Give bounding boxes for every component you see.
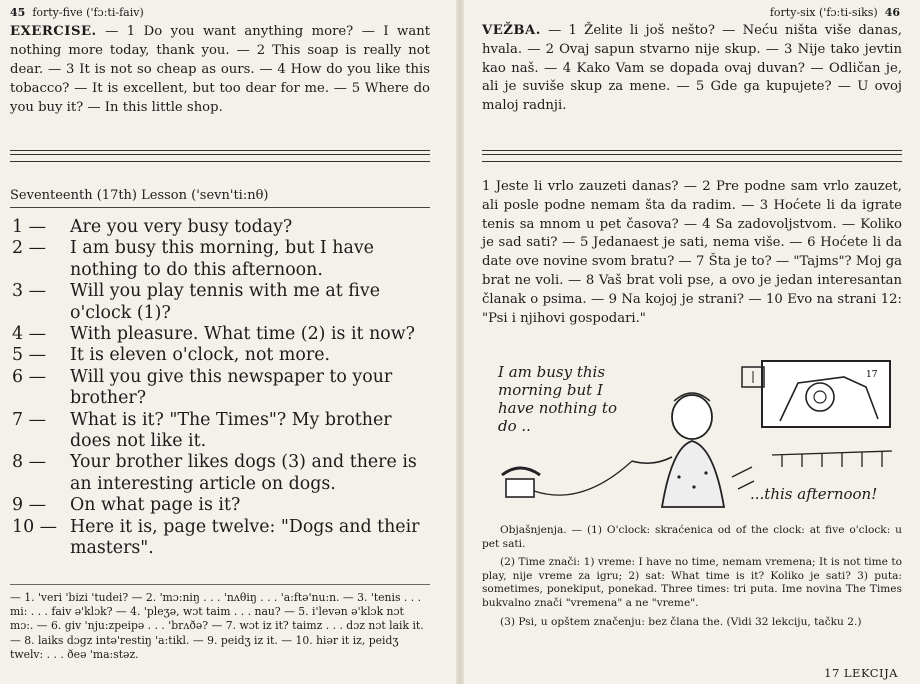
dialog-text: Will you give this newspaper to your brother? bbox=[70, 366, 393, 409]
dialog-number: 8 — bbox=[12, 452, 46, 473]
dialog-text: Are you very busy today? bbox=[70, 217, 293, 237]
dialog-number: 7 — bbox=[12, 409, 46, 430]
calendar-number: 17 bbox=[866, 370, 878, 380]
note-paragraph: Objašnjenja. — (1) O'clock: skraćenica od of the clock: at five o'clock: u pet sati. bbox=[482, 524, 902, 550]
dialog-number: 10 — bbox=[12, 516, 58, 537]
dialog-text: Here it is, page twelve: "Dogs and their masters". bbox=[70, 516, 420, 559]
woman-arm bbox=[632, 457, 672, 463]
left-page bbox=[0, 0, 458, 684]
dialog-text: I am busy this morning, but I have nothing to do this afternoon. bbox=[70, 238, 374, 280]
dialog-text: It is eleven o'clock, not more. bbox=[70, 345, 331, 366]
dialog-text: What is it? "The Times"? My brother does not like it. bbox=[70, 409, 392, 452]
dialog-line bbox=[12, 410, 432, 453]
dress-dot bbox=[677, 475, 680, 478]
dialog-text: Your brother likes dogs (3) and there is an interesting article on dogs. bbox=[70, 452, 417, 494]
exercise-lead: EXERCISE. bbox=[10, 24, 97, 39]
dialog-line bbox=[12, 517, 432, 560]
dress-dot bbox=[704, 471, 707, 474]
dialog-text: Will you play tennis with me at five o'clock (1)? bbox=[70, 281, 380, 323]
section-divider-right bbox=[482, 150, 902, 162]
vezba-lead: VEŽBA. bbox=[482, 23, 541, 38]
pronunciation-notes: — 1. 'veri 'bizi 'tudei? — 2. 'mɔ:niŋ . . . 'nʌθiŋ . . . 'a:ftə'nu:n. — 3. 'tenis . . . mi: . . . faiv ə'klɔk? — 4. 'pleʒə, wɔt taim . . . nau? — 5. i'levən ə'klɔk nɔt mɔ:. — 6. giv 'nju:zpeipə . . . 'brʌðə? — 7. wɔt iz it? taimz . . . dɔz nɔt laik it. — 8. laiks dɔgz intə'restiŋ 'a:tikl. — 9. peidʒ iz it. — 10. hiər it iz, peidʒ twelv: . . . ðeə 'ma:stəz. bbox=[10, 584, 430, 662]
right-page-header-text: forty-six ('fɔ:ti-siks) bbox=[769, 6, 878, 19]
left-page-header bbox=[10, 6, 144, 19]
woman-head bbox=[672, 395, 712, 439]
dialog-line bbox=[12, 367, 432, 410]
dialog-line bbox=[12, 324, 432, 345]
vezba-body: — 1 Želite li još nešto? — Neću ništa više danas, hvala. — 2 Ovaj sapun stvarno nije skup. — 3 Nije tako jevtin kao naš. — 4 Kako Vam se dopada ovaj duvan? — Odličan je, ali je suviše skup za mene. — 5 Gde ga kupujete? — U ovoj maloj radnji. bbox=[482, 23, 902, 114]
dialog-number: 1 — bbox=[12, 217, 46, 237]
note-paragraph: (2) Time znači: 1) vreme: I have no time, nemam vremena; It is not time to play, nije vreme za igru; 2) sat: What time is it? Koliko je sati? 3) puta: sometimes, ponekiput, ponekad. Three times: tri puta. Ime novina The Times bukvalno znači "vremena" a ne "vreme". bbox=[482, 556, 902, 609]
dialog-line bbox=[12, 238, 432, 281]
note-paragraph: (3) Psi, u opštem značenju: bez člana the. (Vidi 32 lekciju, tačku 2.) bbox=[500, 615, 862, 628]
left-page-header-text: forty-five ('fɔ:ti-faiv) bbox=[32, 6, 144, 19]
telephone-base bbox=[506, 479, 534, 497]
dress-dot bbox=[692, 485, 695, 488]
dialog-line bbox=[12, 281, 432, 324]
dialog-line bbox=[12, 217, 432, 238]
cartoon-illustration bbox=[482, 357, 902, 517]
dialog-number: 4 — bbox=[12, 324, 46, 345]
left-page-number: 45 bbox=[10, 6, 26, 19]
lesson-title: Seventeenth (17th) Lesson ('sevn'ti:nθ) bbox=[10, 188, 430, 208]
dialog-number: 5 — bbox=[12, 345, 46, 366]
right-page-header bbox=[770, 6, 900, 19]
section-divider bbox=[10, 150, 430, 162]
exercise-serbian bbox=[482, 22, 902, 116]
dialog-number: 3 — bbox=[12, 281, 46, 302]
dialog-list bbox=[12, 217, 432, 560]
translation-text: 1 Jeste li vrlo zauzeti danas? — 2 Pre podne sam vrlo zauzet, ali posle podne nemam šta da radim. — 3 Hoćete li da igrate tenis sa mnom u pet časova? — 4 Sa zadovoljstvom. — Koliko je sad sati? — 5 Jedanaest je sati, nema više. — 6 Hoćete li da date ove novine svom bratu? — 7 Šta je to? — "Tajms"? Moj ga brat ne voli. — 8 Vaš brat voli pse, a ovo je jedan interesantan članak o psima. — 9 Na kojoj je strani? — 10 Evo na strani 12: "Psi i njihovi gospodari." bbox=[482, 179, 902, 326]
telephone-cord bbox=[534, 461, 632, 495]
dialog-line bbox=[12, 452, 432, 495]
speech-caption-top: I am busy this morning but I have nothing to do .. bbox=[498, 363, 617, 435]
explanation-notes bbox=[482, 524, 902, 634]
speech-caption-bottom: ...this afternoon! bbox=[750, 485, 878, 503]
exercise-english bbox=[10, 22, 430, 117]
right-page bbox=[462, 0, 920, 684]
fence bbox=[772, 451, 892, 467]
dialog-number: 9 — bbox=[12, 495, 46, 516]
dialog-number: 6 — bbox=[12, 366, 46, 387]
dialog-line bbox=[12, 495, 432, 516]
telephone-receiver bbox=[502, 468, 540, 475]
exercise-body: — 1 Do you want anything more? — I want nothing more today, thank you. — 2 This soap is really not dear. — 3 It is not so cheap as ours. — 4 How do you like this tobacco? — It is excellent, but too dear for me. — 5 Where do you buy it? — In this little shop. bbox=[10, 24, 431, 115]
dialog-text: With pleasure. What time (2) is it now? bbox=[70, 324, 415, 345]
dialog-text: On what page is it? bbox=[70, 495, 241, 516]
right-page-number: 46 bbox=[884, 6, 900, 19]
dialog-number: 2 — bbox=[12, 238, 46, 259]
lesson-footer: 17 LEKCIJA bbox=[824, 666, 898, 680]
dialog-line bbox=[12, 345, 432, 366]
woman-body bbox=[662, 441, 724, 507]
